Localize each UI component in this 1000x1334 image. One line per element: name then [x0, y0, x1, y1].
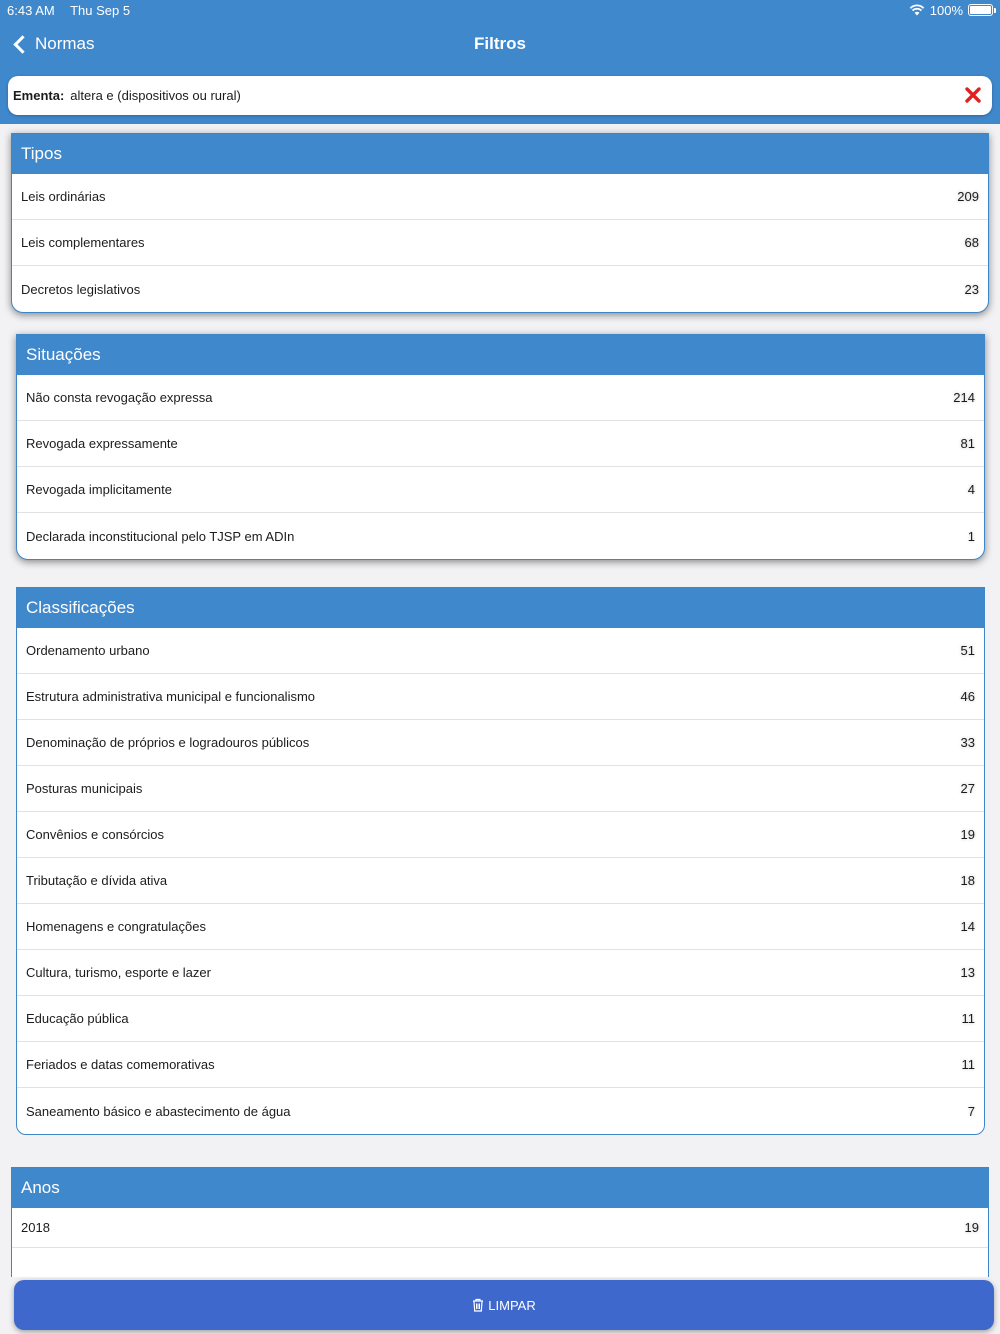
list-item[interactable]	[17, 421, 984, 467]
item-count: 11	[961, 1011, 975, 1026]
list-item[interactable]	[17, 812, 984, 858]
item-count: 1	[967, 528, 975, 544]
item-count: 209	[957, 189, 979, 204]
list-item[interactable]	[17, 904, 984, 950]
item-label: 2018	[21, 1220, 50, 1235]
list-item[interactable]	[17, 858, 984, 904]
item-label: Educação pública	[26, 1011, 129, 1026]
item-label: Feriados e datas comemorativas	[26, 1057, 215, 1072]
item-count: 13	[960, 965, 975, 980]
list-item[interactable]	[12, 220, 988, 266]
item-label: Saneamento básico e abastecimento de água	[26, 1103, 291, 1119]
list-item[interactable]	[12, 266, 988, 312]
list-item[interactable]	[12, 174, 988, 220]
list-item[interactable]	[17, 950, 984, 996]
item-count: 68	[964, 235, 979, 250]
list-item[interactable]	[17, 766, 984, 812]
item-count: 19	[960, 827, 975, 842]
section-tipos	[11, 133, 989, 313]
item-count: 23	[964, 281, 979, 297]
list-item[interactable]	[17, 375, 984, 421]
item-count: 18	[960, 873, 975, 888]
section-classificacoes	[16, 587, 985, 1135]
item-label: Cultura, turismo, esporte e lazer	[26, 965, 211, 980]
item-label: Revogada expressamente	[26, 436, 178, 451]
filter-key: Ementa:	[13, 88, 65, 103]
list-item[interactable]	[17, 674, 984, 720]
list-item[interactable]	[17, 628, 984, 674]
item-label: Tributação e dívida ativa	[26, 873, 168, 888]
item-count: 81	[960, 436, 975, 451]
item-label: Ordenamento urbano	[26, 643, 150, 658]
status-date: Thu Sep 5	[70, 2, 131, 18]
filter-chip[interactable]	[8, 76, 992, 115]
item-count: 33	[960, 735, 975, 750]
item-label: Decretos legislativos	[21, 281, 141, 297]
item-label: Homenagens e congratulações	[26, 919, 206, 934]
remove-filter-icon[interactable]	[964, 86, 982, 104]
section-header: Tipos	[12, 134, 988, 174]
item-label: Leis ordinárias	[21, 189, 106, 204]
wifi-icon	[909, 4, 925, 16]
item-label: Denominação de próprios e logradouros públicos	[26, 735, 310, 750]
clear-button-label: LIMPAR	[488, 1297, 536, 1313]
navigation-bar	[0, 20, 1000, 68]
item-count: 14	[960, 919, 975, 934]
page-title: Filtros	[474, 34, 526, 53]
list-item[interactable]	[12, 1208, 988, 1248]
battery-icon	[968, 4, 993, 16]
section-header: Anos	[12, 1168, 988, 1208]
list-item[interactable]	[17, 1088, 984, 1134]
item-label: Estrutura administrativa municipal e funcionalismo	[26, 689, 316, 704]
section-anos	[11, 1167, 989, 1277]
status-bar	[0, 0, 1000, 20]
list-item[interactable]	[17, 467, 984, 513]
battery-percent: 100%	[929, 2, 963, 18]
item-label: Convênios e consórcios	[26, 827, 165, 842]
item-count: 19	[964, 1220, 979, 1235]
section-header: Classificações	[17, 588, 984, 628]
item-count: 4	[967, 482, 975, 497]
item-label: Revogada implicitamente	[26, 482, 172, 497]
item-label: Não consta revogação expressa	[26, 390, 213, 405]
list-item[interactable]	[17, 720, 984, 766]
list-item[interactable]	[17, 513, 984, 559]
item-count: 7	[967, 1103, 975, 1119]
item-count: 214	[953, 390, 975, 405]
active-filter-bar	[0, 68, 1000, 124]
item-count: 46	[960, 689, 975, 704]
section-situacoes	[16, 334, 985, 560]
status-time: 6:43 AM	[7, 2, 55, 18]
item-count: 27	[960, 781, 975, 796]
item-label: Declarada inconstitucional pelo TJSP em ADIn	[26, 528, 295, 544]
clear-filters-button[interactable]	[14, 1280, 994, 1330]
item-label: Leis complementares	[21, 235, 145, 250]
list-item[interactable]	[17, 1042, 984, 1088]
list-item[interactable]	[17, 996, 984, 1042]
item-label: Posturas municipais	[26, 781, 143, 796]
section-header: Situações	[17, 335, 984, 375]
back-label: Normas	[35, 34, 95, 53]
trash-icon	[472, 1298, 484, 1312]
item-count: 11	[961, 1057, 975, 1072]
item-count: 51	[960, 643, 975, 658]
filter-value: altera e (dispositivos ou rural)	[70, 88, 241, 103]
